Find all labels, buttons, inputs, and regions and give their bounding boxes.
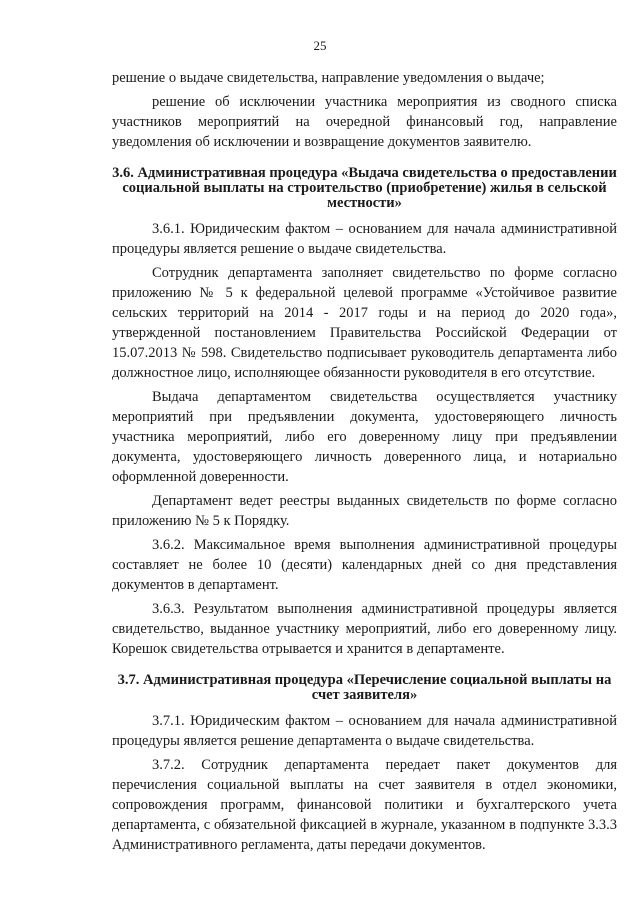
section-heading-3-7: 3.7. Административная процедура «Перечисление социальной выплаты на счет заявителя» bbox=[117, 672, 612, 703]
section-heading-3-6: 3.6. Административная процедура «Выдача свидетельства о предоставлении социальной выплаты на строительство (приобретение) жилья в сельской местности» bbox=[112, 165, 617, 211]
paragraph-certificate-issue: Выдача департаментом свидетельства осуществляется участнику мероприятий при предъявлении документа, удостоверяющего личность участника мероприятий, либо его доверенному лицу при предъявлении документа, удостоверяющего личность доверенного лица, и нотариально оформленной доверенности. bbox=[112, 389, 617, 485]
paragraph-decision-issue: решение о выдаче свидетельства, направление уведомления о выдаче; bbox=[112, 70, 545, 86]
paragraph-certificate-fill: Сотрудник департамента заполняет свидетельство по форме согласно приложению № 5 к федеральной целевой программе «Устойчивое развитие сельских территорий на 2014 - 2017 годы и на период до 2020 года», утвержденной постановлением Правительства Российской Федерации от 15.07.2013 № 598. Свидетельство подписывает руководитель департамента либо должностное лицо, исполняющее обязанности руководителя в его отсутствие. bbox=[112, 265, 617, 381]
paragraph-registry: Департамент ведет реестры выданных свидетельств по форме согласно приложению № 5 к Порядку. bbox=[112, 493, 617, 529]
document-body bbox=[112, 68, 617, 859]
paragraph-decision-exclusion: решение об исключении участника мероприятия из сводного списка участников мероприятий на очередной финансовый год, направление уведомления об исключении и возвращение документов заявителю. bbox=[112, 94, 617, 150]
paragraph-3-6-3: 3.6.3. Результатом выполнения административной процедуры является свидетельство, выданное участнику мероприятий, либо его доверенному лицу. Корешок свидетельства отрывается и хранится в департаменте. bbox=[112, 601, 617, 657]
paragraph-3-7-1: 3.7.1. Юридическим фактом – основанием для начала административной процедуры является решение департамента о выдаче свидетельства. bbox=[112, 713, 617, 749]
paragraph-3-6-2: 3.6.2. Максимальное время выполнения административной процедуры составляет не более 10 (десяти) календарных дней со дня представления документов в департамент. bbox=[112, 537, 617, 593]
paragraph-3-7-2: 3.7.2. Сотрудник департамента передает пакет документов для перечисления социальной выплаты на счет заявителя в отдел экономики, сопровождения программ, финансовой политики и бухгалтерского учета департамента, с обязательной фиксацией в журнале, указанном в подпункте 3.3.3 Административного регламента, даты передачи документов. bbox=[112, 757, 617, 853]
paragraph-3-6-1: 3.6.1. Юридическим фактом – основанием для начала административной процедуры является решение о выдаче свидетельства. bbox=[112, 221, 617, 257]
page-number: 25 bbox=[313, 38, 327, 53]
